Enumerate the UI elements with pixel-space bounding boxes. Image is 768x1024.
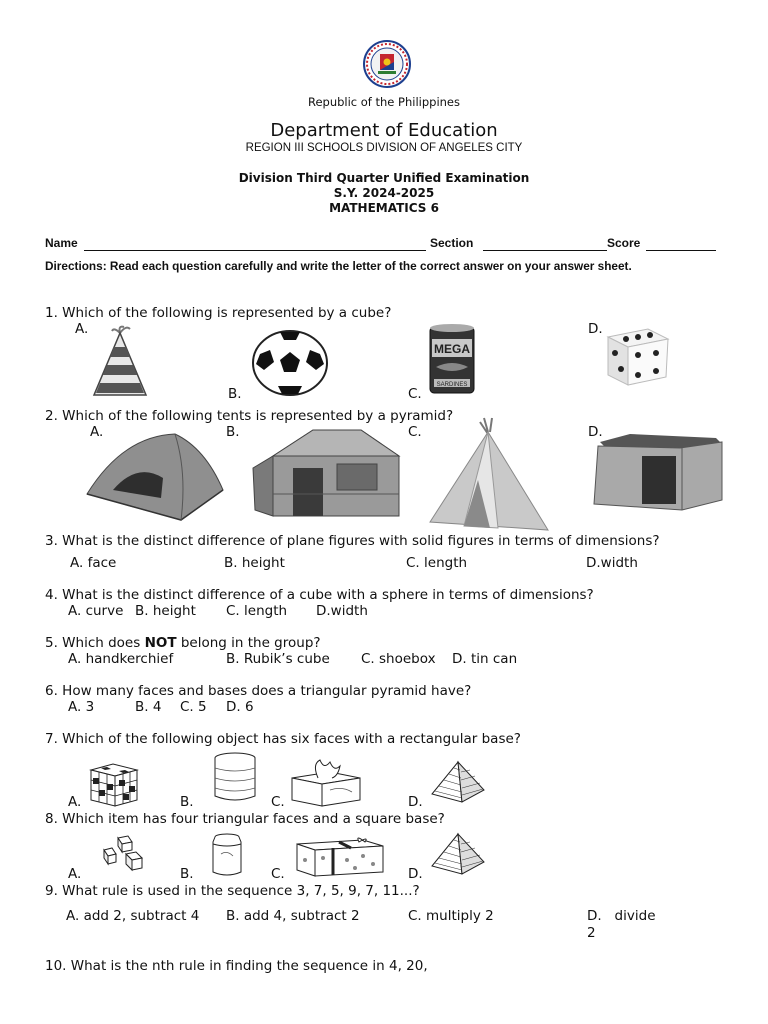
q1-option-a[interactable]: A.: [75, 321, 89, 337]
deped-seal-icon: [358, 40, 416, 88]
republic-text: Republic of the Philippines: [307, 95, 461, 109]
q5-emphasis: NOT: [144, 635, 177, 651]
directions: Directions: Read each question carefully and write the letter of the correct answer on your answer sheet.: [45, 259, 632, 273]
tin-can-icon: [213, 752, 257, 802]
q5-option-b[interactable]: B. Rubik’s cube: [226, 651, 330, 667]
question-10: 10. What is the nth rule in finding the sequence in 4, 20,: [45, 958, 428, 974]
question-1: 1. Which of the following is represented by a cube?: [45, 305, 392, 321]
q8-option-c[interactable]: C.: [271, 866, 285, 882]
q1-option-d[interactable]: D.: [588, 321, 603, 337]
question-6: 6. How many faces and bases does a triangular pyramid have?: [45, 683, 472, 699]
q6-option-a[interactable]: A. 3: [68, 699, 95, 715]
canopy-tent-icon: [590, 430, 724, 512]
pyramid-icon: [430, 832, 486, 876]
q6-option-c[interactable]: C. 5: [180, 699, 207, 715]
score-field[interactable]: [646, 250, 716, 251]
q9-option-a[interactable]: A. add 2, subtract 4: [66, 908, 200, 924]
teepee-tent-icon: [428, 418, 552, 534]
region-text: REGION III SCHOOLS DIVISION OF ANGELES CITY: [245, 142, 523, 154]
q5-option-c[interactable]: C. shoebox: [361, 651, 436, 667]
can-brand-label: MEGA: [434, 342, 470, 356]
cabin-tent-icon: [253, 428, 403, 522]
q4-option-d[interactable]: D.width: [316, 603, 368, 619]
rubiks-cube-icon: [89, 762, 139, 808]
q4-option-b[interactable]: B. height: [135, 603, 196, 619]
q3-option-d[interactable]: D.width: [586, 555, 638, 571]
q2-option-d[interactable]: D.: [588, 424, 603, 440]
question-9: 9. What rule is used in the sequence 3, 7, 5, 9, 7, 11...?: [45, 883, 420, 899]
ice-cubes-icon: [100, 836, 148, 872]
dome-tent-icon: [83, 432, 225, 522]
q5-post: belong in the group?: [176, 635, 321, 651]
pyramid-icon: [430, 760, 486, 804]
sardine-can-icon: [428, 323, 476, 397]
q9-option-d[interactable]: D. divide: [587, 908, 656, 924]
q5-option-a[interactable]: A. handkerchief: [68, 651, 174, 667]
q6-option-b[interactable]: B. 4: [135, 699, 162, 715]
soccer-ball-icon: [252, 330, 328, 396]
q2-option-a[interactable]: A.: [90, 424, 104, 440]
q7-option-c[interactable]: C.: [271, 794, 285, 810]
q5-pre: 5. Which does: [45, 635, 145, 651]
soda-can-icon: [211, 832, 243, 878]
q7-option-b[interactable]: B.: [180, 794, 194, 810]
section-field[interactable]: [483, 250, 607, 251]
question-2: 2. Which of the following tents is represented by a pyramid?: [45, 408, 454, 424]
q1-option-c[interactable]: C.: [408, 386, 422, 402]
question-7: 7. Which of the following object has six faces with a rectangular base?: [45, 731, 521, 747]
tissue-box-icon: [290, 758, 362, 808]
q7-option-d[interactable]: D.: [408, 794, 423, 810]
q8-option-d[interactable]: D.: [408, 866, 423, 882]
school-year: S.Y. 2024-2025: [333, 186, 435, 200]
dice-icon: [598, 325, 672, 389]
q3-option-a[interactable]: A. face: [70, 555, 117, 571]
q3-option-c[interactable]: C. length: [406, 555, 468, 571]
q9-option-c[interactable]: C. multiply 2: [408, 908, 494, 924]
q4-option-c[interactable]: C. length: [226, 603, 288, 619]
question-4: 4. What is the distinct difference of a cube with a sphere in terms of dimensions?: [45, 587, 594, 603]
name-field[interactable]: [84, 250, 426, 251]
subject-title: MATHEMATICS 6: [329, 201, 439, 215]
question-3: 3. What is the distinct difference of plane figures with solid figures in terms of dimensions?: [45, 533, 660, 549]
exam-title: Division Third Quarter Unified Examination: [238, 171, 530, 185]
q5-option-d[interactable]: D. tin can: [452, 651, 518, 667]
gift-box-icon: [293, 834, 387, 878]
q4-option-a[interactable]: A. curve: [68, 603, 124, 619]
can-sub-label: SARDINES: [436, 382, 468, 388]
question-8: 8. Which item has four triangular faces and a square base?: [45, 811, 445, 827]
question-5: [45, 635, 321, 651]
q2-option-b[interactable]: B.: [226, 424, 240, 440]
q6-option-d[interactable]: D. 6: [226, 699, 254, 715]
q8-option-a[interactable]: A.: [68, 866, 82, 882]
q9-option-b[interactable]: B. add 4, subtract 2: [226, 908, 360, 924]
q9-option-d-cont: 2: [587, 925, 596, 941]
score-label: Score: [607, 236, 641, 250]
party-hat-icon: [90, 325, 160, 397]
q1-option-b[interactable]: B.: [228, 386, 242, 402]
q7-option-a[interactable]: A.: [68, 794, 82, 810]
name-label: Name: [45, 236, 78, 250]
section-label: Section: [430, 236, 474, 250]
department-title: Department of Education: [270, 120, 498, 141]
q3-option-b[interactable]: B. height: [224, 555, 285, 571]
q8-option-b[interactable]: B.: [180, 866, 194, 882]
q2-option-c[interactable]: C.: [408, 424, 422, 440]
